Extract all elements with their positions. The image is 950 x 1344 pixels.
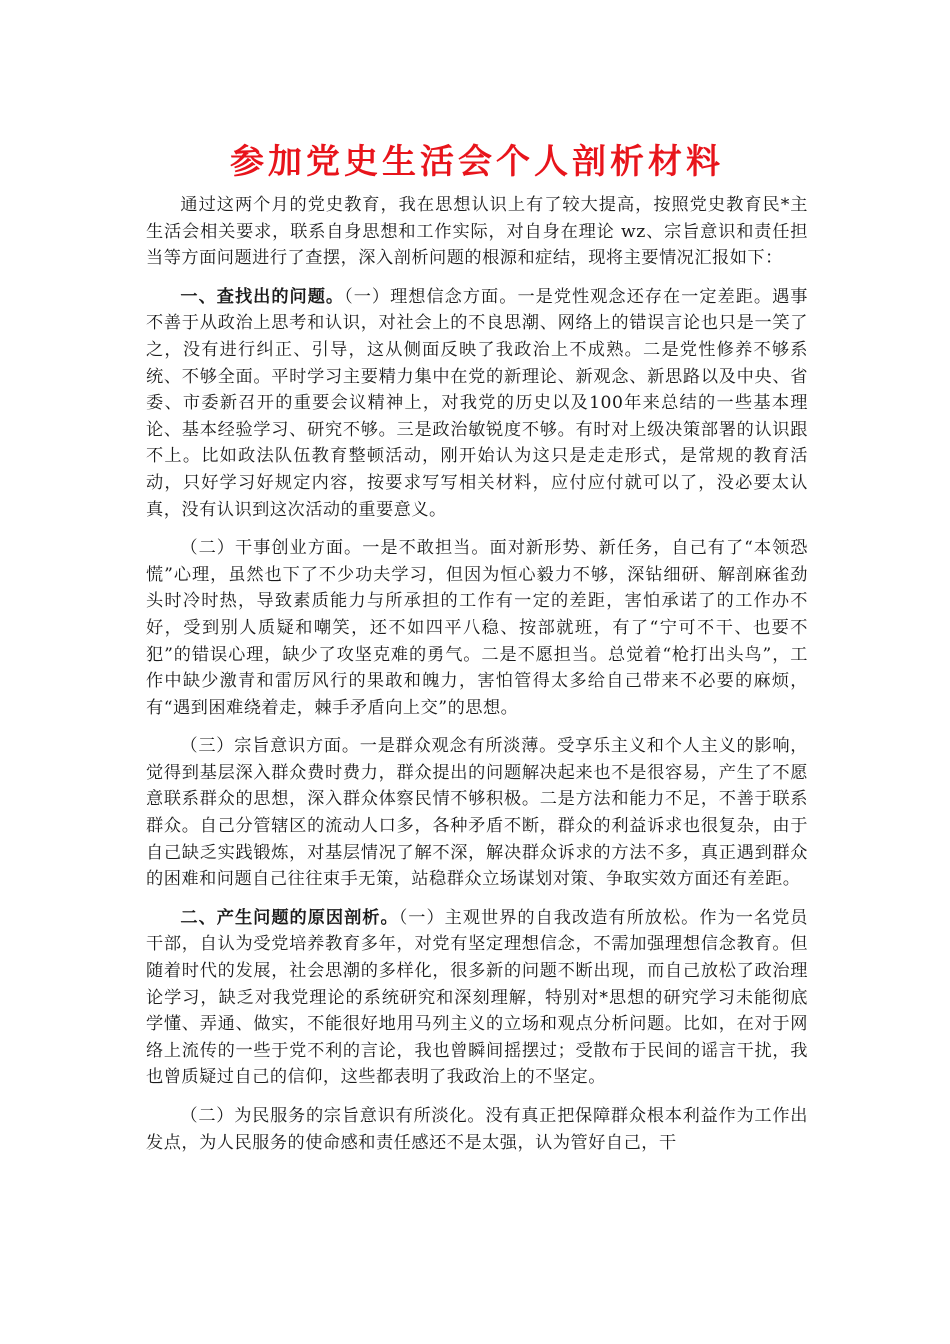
section-two-paragraph [146,905,808,1091]
document-page [146,0,808,1156]
section-one-part-three-paragraph [146,733,808,893]
paragraph-text: （三）宗旨意识方面。一是群众观念有所淡薄。受享乐主义和个人主义的影响，觉得到基层深入群众费时费力，群众提出的问题解决起来也不是很容易，产生了不愿意联系群众的思想，深入群众体察民情不够积极。二是方法和能力不足，不善于联系群众。自己分管辖区的流动人口多，各种矛盾不断，群众的利益诉求也很复杂，由于自己缺乏实践锻炼，对基层情况了解不深，解决群众诉求的方法不多，真正遇到群众的困难和问题自己往往束手无策，站稳群众立场谋划对策、争取实效方面还有差距。 [146,736,808,890]
paragraph-text: （二）为民服务的宗旨意识有所淡化。没有真正把保障群众根本利益作为工作出发点，为人民服务的使命感和责任感还不是太强，认为管好自己，干 [146,1106,808,1153]
paragraph-text: （一）理想信念方面。一是党性观念还存在一定差距。遇事不善于从政治上思考和认识，对社会上的不良思潮、网络上的错误言论也只是一笑了之，没有进行纠正、引导，这从侧面反映了我政治上不成熟。二是党性修养不够系统、不够全面。平时学习主要精力集中在党的新理论、新观念、新思路以及中央、省委、市委新召开的重要会议精神上，对我党的历史以及100年来总结的一些基本理论、基本经验学习、研究不够。三是政治敏锐度不够。有时对上级决策部署的认识跟不上。比如政法队伍教育整顿活动，刚开始认为这只是走走形式，是常规的教育活动，只好学习好规定内容，按要求写写相关材料，应付应付就可以了，没必要太认真，没有认识到这次活动的重要意义。 [146,286,808,520]
intro-paragraph [146,192,808,272]
paragraph-text: （一）主观世界的自我改造有所放松。作为一名党员干部，自认为受党培养教育多年，对党有坚定理想信念，不需加强理想信念教育。但随着时代的发展，社会思潮的多样化，很多新的问题不断出现，而自己放松了政治理论学习，缺乏对我党理论的系统研究和深刻理解，特别对*思想的研究学习未能彻底学懂、弄通、做实，不能很好地用马列主义的立场和观点分析问题。比如，在对于网络上流传的一些于党不利的言论，我也曾瞬间摇摆过；受散布于民间的谣言干扰，我也曾质疑过自己的信仰，这些都表明了我政治上的不坚定。 [146,907,808,1088]
section-heading: 二、产生问题的原因剖析。 [180,907,399,928]
section-heading: 一、查找出的问题。 [180,286,345,307]
section-one-part-two-paragraph [146,535,808,721]
document-title: 参加党史生活会个人剖析材料 [230,142,724,182]
paragraph-text: （二）干事创业方面。一是不敢担当。面对新形势、新任务，自己有了“本领恐慌”心理，虽然也下了不少功夫学习，但因为恒心毅力不够，深钻细研、解剖麻雀劲头时冷时热，导致素质能力与所承担的工作有一定的差距，害怕承诺了的工作办不好，受到别人质疑和嘲笑，还不如四平八稳、按部就班，有了“宁可不干、也要不犯”的错误心理，缺少了攻坚克难的勇气。二是不愿担当。总觉着“枪打出头鸟”，工作中缺少激青和雷厉风行的果敢和魄力，害怕管得太多给自己带来不必要的麻烦，有“遇到困难绕着走，棘手矛盾向上交”的思想。 [146,538,808,718]
section-two-part-two-paragraph [146,1103,808,1156]
paragraph-text: 通过这两个月的党史教育，我在思想认识上有了较大提高，按照党史教育民*主生活会相关要求，联系自身思想和工作实际，对自身在理论 wz、宗旨意识和责任担当等方面问题进行了查摆，深入剖析问题的根源和症结，现将主要情况汇报如下： [146,195,808,269]
section-one-paragraph [146,284,808,523]
